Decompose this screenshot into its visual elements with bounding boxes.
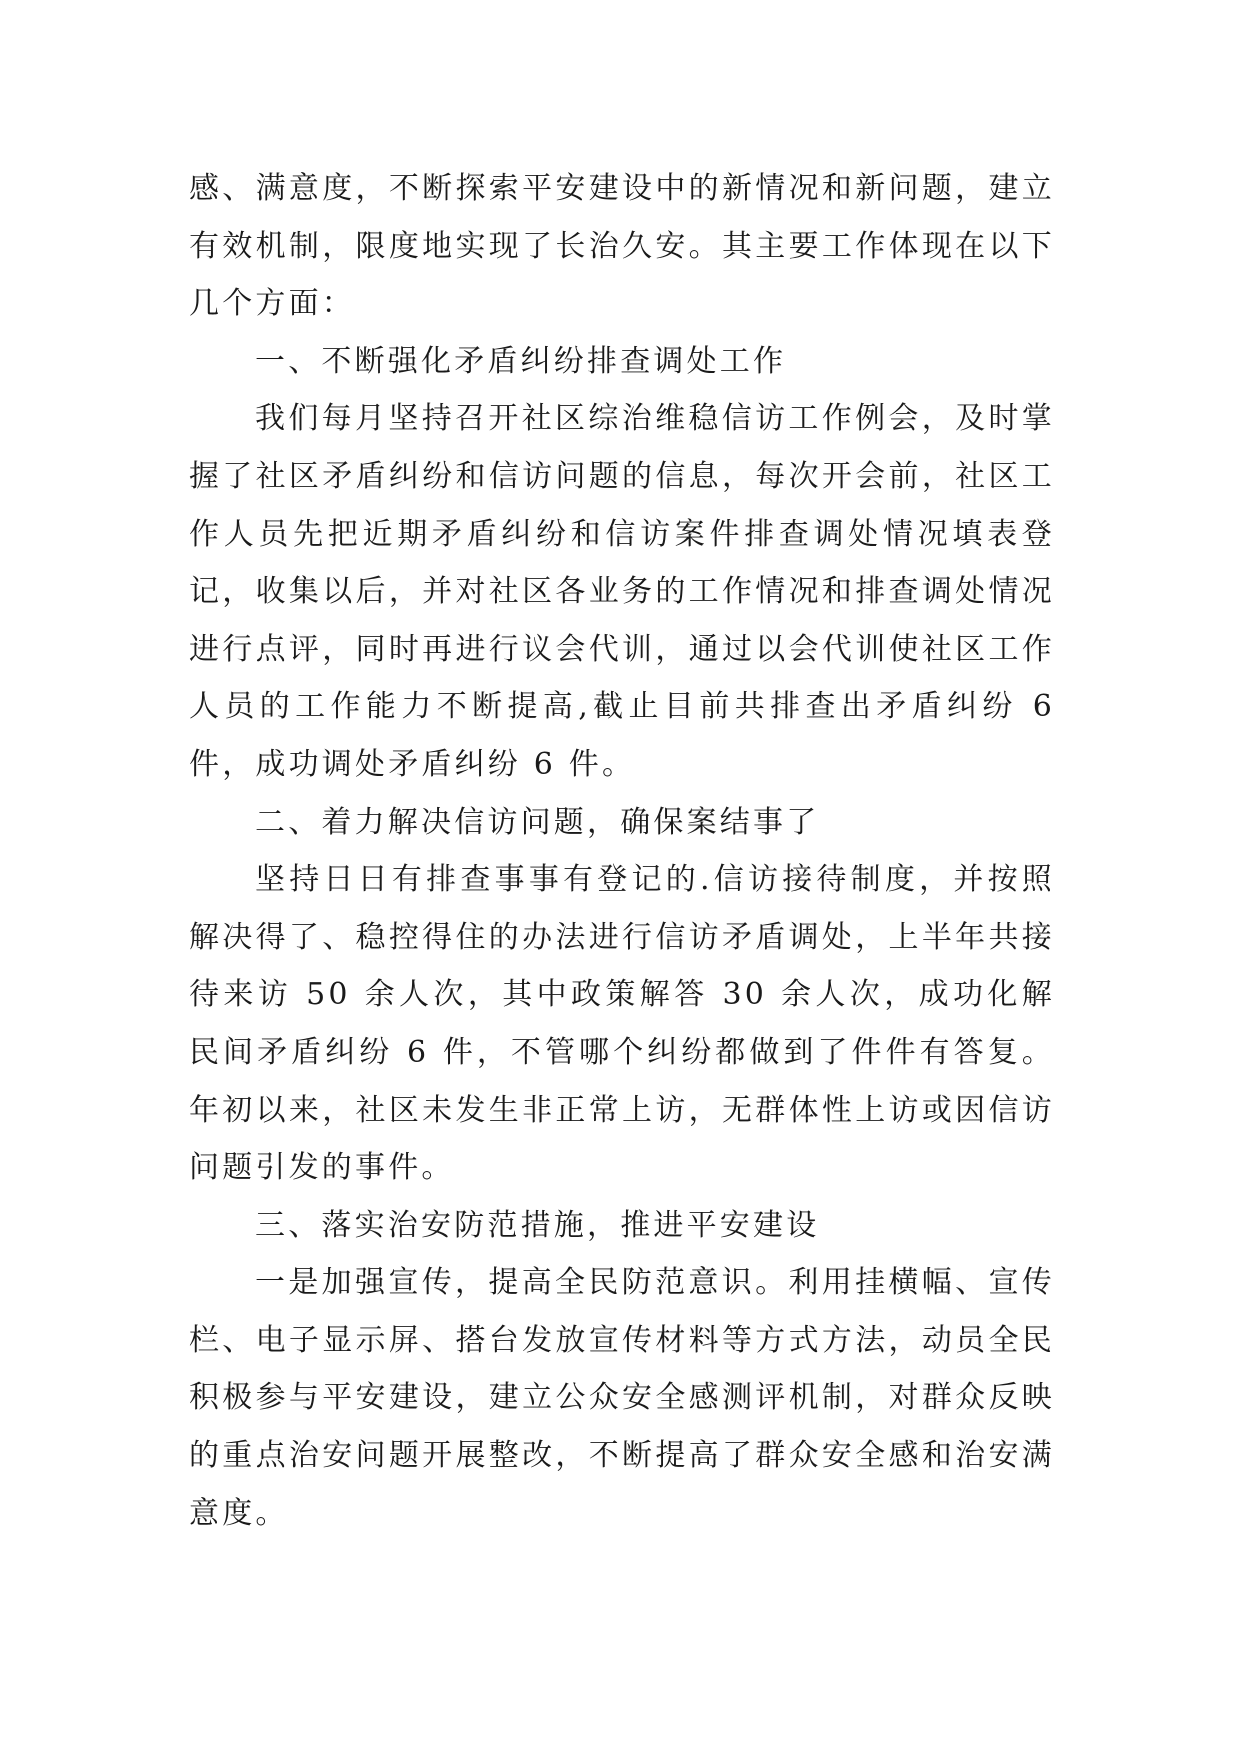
paragraph-section-2: 坚持日日有排查事事有登记的.信访接待制度，并按照解决得了、稳控得住的办法进行信访矛盾调处，上半年共接待来访 50 余人次，其中政策解答 30 余人次，成功化解民间矛盾纠纷 6 件，不管哪个纠纷都做到了件件有答复。年初以来，社区未发生非正常上访，无群体性上访或因信访问题引发的事件。 (189, 862, 1055, 1186)
paragraph-section-1: 我们每月坚持召开社区综治维稳信访工作例会，及时掌握了社区矛盾纠纷和信访问题的信息，每次开会前，社区工作人员先把近期矛盾纠纷和信访案件排查调处情况填表登记，收集以后，并对社区各业务的工作情况和排查调处情况进行点评，同时再进行议会代训，通过以会代训使社区工作人员的工作能力不断提高,截止目前共排查出矛盾纠纷 6 件，成功调处矛盾纠纷 6 件。 (189, 401, 1055, 782)
paragraph-intro-continuation: 感、满意度，不断探索平安建设中的新情况和新问题，建立有效机制，限度地实现了长治久安。其主要工作体现在以下几个方面： (189, 171, 1055, 322)
section-heading-2: 二、着力解决信访问题，确保案结事了 (255, 804, 820, 840)
section-heading-3: 三、落实治安防范措施，推进平安建设 (255, 1207, 820, 1243)
paragraph-section-3: 一是加强宣传，提高全民防范意识。利用挂横幅、宣传栏、电子显示屏、搭台发放宣传材料等方式方法，动员全民积极参与平安建设，建立公众安全感测评机制，对群众反映的重点治安问题开展整改，不断提高了群众安全感和治安满意度。 (189, 1265, 1055, 1531)
section-heading-1: 一、不断强化矛盾纠纷排查调处工作 (255, 343, 787, 379)
document-body (189, 160, 1055, 1542)
